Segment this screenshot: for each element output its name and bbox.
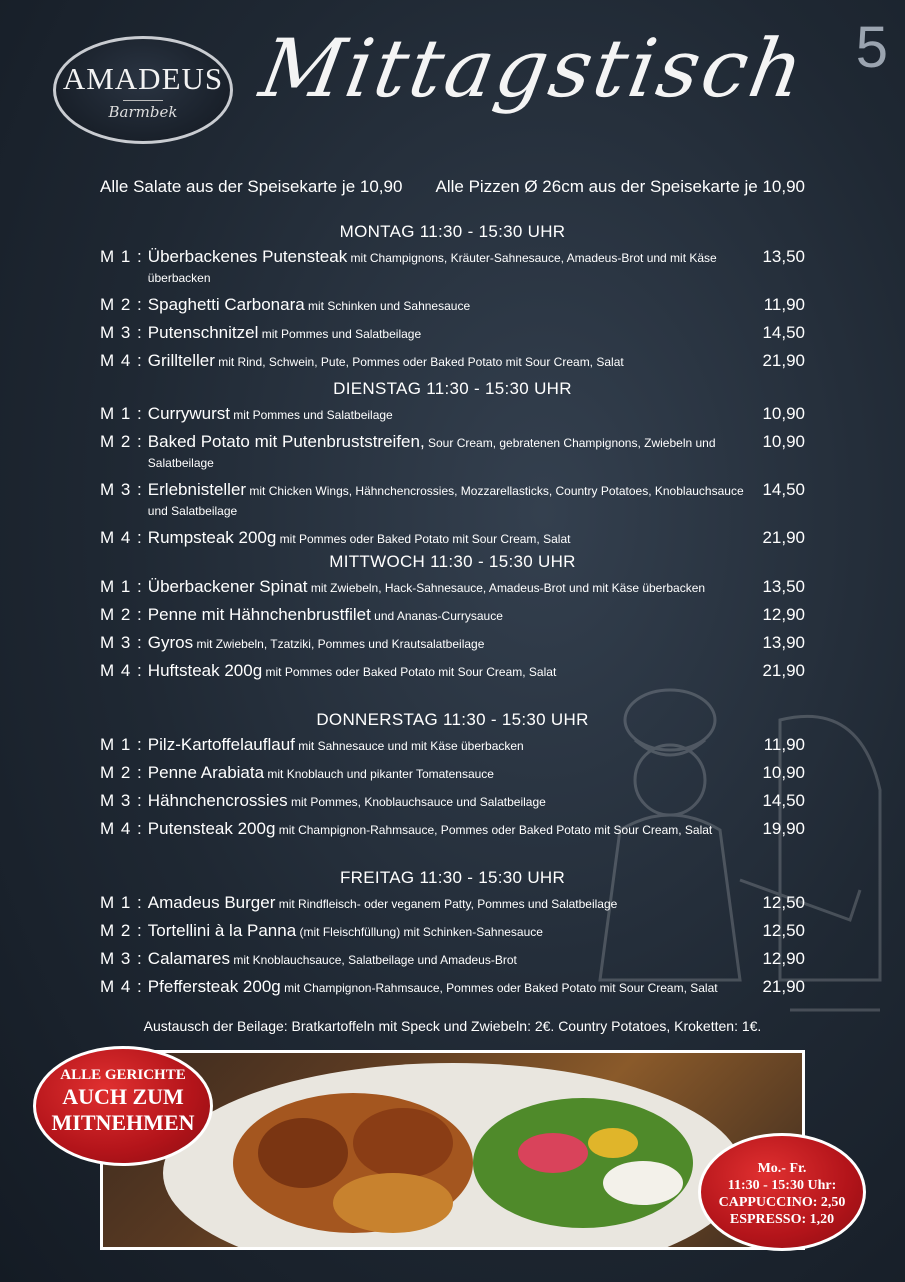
menu-item-code: M 1 : bbox=[100, 893, 143, 912]
menu-item bbox=[100, 661, 805, 682]
menu-item-price: 11,90 bbox=[763, 735, 805, 754]
logo-sub: Barmbek bbox=[108, 103, 178, 121]
menu-item-description: mit Champignons, Kräuter-Sahnesauce, Amadeus-Brot und mit Käse überbacken bbox=[147, 251, 717, 285]
menu-item-description: und Ananas-Currysauce bbox=[370, 609, 503, 623]
menu-item-price: 14,50 bbox=[762, 323, 805, 342]
menu-item-text bbox=[100, 432, 756, 473]
logo-divider bbox=[123, 100, 163, 101]
day-header: MITTWOCH 11:30 - 15:30 UHR bbox=[329, 552, 576, 571]
page-number: 5 bbox=[855, 15, 888, 80]
menu-item-price: 13,50 bbox=[762, 577, 805, 596]
cappuccino-price: CAPPUCCINO: 2,50 bbox=[718, 1195, 846, 1210]
day-header: DIENSTAG 11:30 - 15:30 UHR bbox=[333, 379, 572, 398]
menu-item-text bbox=[100, 735, 524, 756]
takeaway-line-1: ALLE GERICHTE bbox=[60, 1067, 186, 1083]
menu-item bbox=[100, 351, 805, 372]
menu-item-price: 10,90 bbox=[762, 432, 805, 451]
menu-item-dish: Baked Potato mit Putenbruststreifen, bbox=[147, 432, 425, 451]
menu-item-description: mit Zwiebeln, Tzatziki, Pommes und Krautsalatbeilage bbox=[193, 637, 485, 651]
menu-item-text bbox=[100, 323, 421, 344]
menu-item-dish: Amadeus Burger bbox=[147, 893, 276, 912]
intro-pizzas: Alle Pizzen Ø 26cm aus der Speisekarte je 10,90 bbox=[435, 177, 805, 196]
menu-item-description: mit Pommes und Salatbeilage bbox=[258, 327, 422, 341]
menu-item-description: mit Champignon-Rahmsauce, Pommes oder Baked Potato mit Sour Cream, Salat bbox=[280, 981, 718, 995]
menu-item bbox=[100, 528, 805, 549]
page-title: Mittagstisch bbox=[253, 22, 814, 115]
menu-item-dish: Putensteak 200g bbox=[147, 819, 276, 838]
menu-item-dish: Tortellini à la Panna bbox=[147, 921, 297, 940]
coffee-time: 11:30 - 15:30 Uhr: bbox=[727, 1178, 837, 1193]
menu-item-text bbox=[100, 819, 712, 840]
menu-item-dish: Gyros bbox=[147, 633, 194, 652]
intro-line bbox=[100, 177, 805, 197]
menu-item bbox=[100, 893, 805, 914]
takeaway-line-3: MITNEHMEN bbox=[51, 1110, 195, 1135]
menu-item-dish: Huftsteak 200g bbox=[147, 661, 263, 680]
menu-item-description-wrap bbox=[148, 921, 543, 942]
menu-item-description-wrap bbox=[148, 295, 470, 316]
menu-item-price: 21,90 bbox=[762, 351, 805, 370]
menu-item bbox=[100, 977, 805, 998]
menu-item-description-wrap bbox=[148, 528, 571, 549]
menu-item-dish: Calamares bbox=[147, 949, 230, 968]
menu-item-description-wrap bbox=[148, 763, 494, 784]
menu-item-description-wrap bbox=[148, 661, 556, 682]
menu-item-price: 14,50 bbox=[762, 480, 805, 499]
menu-item bbox=[100, 577, 805, 598]
menu-item bbox=[100, 791, 805, 812]
menu-item-dish: Erlebnisteller bbox=[147, 480, 247, 499]
menu-item-code: M 4 : bbox=[100, 977, 143, 996]
menu-item-text bbox=[100, 480, 756, 521]
menu-item-text bbox=[100, 633, 484, 654]
menu-item-code: M 3 : bbox=[100, 949, 143, 968]
menu-item bbox=[100, 432, 805, 473]
day-header: DONNERSTAG 11:30 - 15:30 UHR bbox=[316, 710, 589, 729]
menu-item-description: mit Rindfleisch- oder veganem Patty, Pommes und Salatbeilage bbox=[275, 897, 618, 911]
menu-item-dish: Spaghetti Carbonara bbox=[147, 295, 305, 314]
takeaway-badge bbox=[33, 1046, 213, 1166]
menu-item-description: mit Pommes oder Baked Potato mit Sour Cream, Salat bbox=[262, 665, 557, 679]
menu-item bbox=[100, 247, 805, 288]
menu-item-price: 11,90 bbox=[763, 295, 805, 314]
menu-item-description: mit Champignon-Rahmsauce, Pommes oder Baked Potato mit Sour Cream, Salat bbox=[275, 823, 713, 837]
menu-item-code: M 3 : bbox=[100, 633, 143, 652]
menu-item-text bbox=[100, 605, 503, 626]
menu-item-text bbox=[100, 404, 393, 425]
menu-item-description-wrap bbox=[148, 819, 712, 840]
menu-item-code: M 4 : bbox=[100, 661, 143, 680]
menu-item-text bbox=[100, 763, 494, 784]
menu-item-description: mit Rind, Schwein, Pute, Pommes oder Baked Potato mit Sour Cream, Salat bbox=[214, 355, 624, 369]
day-section bbox=[100, 710, 805, 847]
menu-item-description-wrap bbox=[148, 893, 618, 914]
menu-item-code: M 1 : bbox=[100, 577, 143, 596]
coffee-days: Mo.- Fr. bbox=[757, 1161, 807, 1176]
menu-item-price: 12,50 bbox=[762, 921, 805, 940]
menu-item-description-wrap bbox=[148, 351, 624, 372]
menu-item-dish: Grillteller bbox=[147, 351, 215, 370]
menu-item-code: M 3 : bbox=[100, 791, 143, 810]
day-section bbox=[100, 868, 805, 1005]
menu-item-dish: Pilz-Kartoffelauflauf bbox=[147, 735, 295, 754]
menu-item-dish: Hähnchencrossies bbox=[147, 791, 288, 810]
menu-item-text bbox=[100, 661, 556, 682]
menu-item-description: mit Pommes und Salatbeilage bbox=[229, 408, 393, 422]
menu-item-price: 14,50 bbox=[762, 791, 805, 810]
day-section bbox=[100, 552, 805, 689]
menu-item-code: M 3 : bbox=[100, 323, 143, 342]
menu-item-price: 13,50 bbox=[762, 247, 805, 266]
menu-item bbox=[100, 605, 805, 626]
menu-item-description-wrap bbox=[148, 633, 485, 654]
menu-item-description: (mit Fleischfüllung) mit Schinken-Sahnesauce bbox=[296, 925, 543, 939]
menu-item-description-wrap bbox=[148, 323, 421, 344]
menu-item-text bbox=[100, 893, 617, 914]
menu-item-text bbox=[100, 528, 570, 549]
menu-item-description-wrap bbox=[148, 977, 718, 998]
menu-item-code: M 2 : bbox=[100, 432, 143, 451]
menu-item-price: 19,90 bbox=[762, 819, 805, 838]
menu-item-text bbox=[100, 295, 470, 316]
menu-item bbox=[100, 949, 805, 970]
coffee-badge bbox=[698, 1133, 866, 1251]
espresso-price: ESPRESSO: 1,20 bbox=[729, 1212, 835, 1227]
menu-item-description-wrap bbox=[148, 577, 705, 598]
menu-item bbox=[100, 735, 805, 756]
menu-item bbox=[100, 633, 805, 654]
menu-item-price: 10,90 bbox=[762, 763, 805, 782]
menu-item bbox=[100, 819, 805, 840]
day-header: MONTAG 11:30 - 15:30 UHR bbox=[339, 222, 566, 241]
menu-item-text bbox=[100, 921, 543, 942]
menu-item bbox=[100, 763, 805, 784]
menu-item-description: mit Sahnesauce und mit Käse überbacken bbox=[294, 739, 524, 753]
menu-item-price: 12,90 bbox=[762, 949, 805, 968]
menu-item-text bbox=[100, 577, 705, 598]
menu-item-text bbox=[100, 351, 624, 372]
menu-item-description: mit Pommes oder Baked Potato mit Sour Cream, Salat bbox=[276, 532, 571, 546]
menu-item-code: M 4 : bbox=[100, 528, 143, 547]
logo-name: AMADEUS bbox=[62, 61, 224, 96]
menu-item-price: 12,50 bbox=[762, 893, 805, 912]
menu-item-description-wrap bbox=[148, 949, 517, 970]
menu-item bbox=[100, 323, 805, 344]
menu-item bbox=[100, 480, 805, 521]
menu-item-dish: Pfeffersteak 200g bbox=[147, 977, 281, 996]
menu-item-description: mit Zwiebeln, Hack-Sahnesauce, Amadeus-Brot und mit Käse überbacken bbox=[307, 581, 706, 595]
menu-item-text bbox=[100, 791, 546, 812]
menu-item-description-wrap bbox=[148, 480, 757, 521]
takeaway-line-2: AUCH ZUM bbox=[62, 1084, 184, 1109]
menu-item-code: M 1 : bbox=[100, 404, 143, 423]
menu-item-description: mit Chicken Wings, Hähnchencrossies, Mozzarellasticks, Country Potatoes, Knoblauchsauce und Salatbeilage bbox=[147, 484, 744, 518]
menu-item-code: M 3 : bbox=[100, 480, 143, 499]
menu-item-code: M 1 : bbox=[100, 735, 143, 754]
menu-item bbox=[100, 921, 805, 942]
menu-item-code: M 2 : bbox=[100, 763, 143, 782]
menu-item-description: mit Schinken und Sahnesauce bbox=[304, 299, 471, 313]
menu-item-code: M 2 : bbox=[100, 605, 143, 624]
menu-item-code: M 1 : bbox=[100, 247, 143, 266]
menu-item-description-wrap bbox=[148, 432, 757, 473]
menu-item-price: 12,90 bbox=[762, 605, 805, 624]
day-header: FREITAG 11:30 - 15:30 UHR bbox=[339, 868, 566, 887]
menu-item-price: 21,90 bbox=[762, 528, 805, 547]
side-dish-note: Austausch der Beilage: Bratkartoffeln mit Speck und Zwiebeln: 2€. Country Potatoes, Kroketten: 1€. bbox=[143, 1018, 762, 1034]
menu-item-code: M 4 : bbox=[100, 351, 143, 370]
day-section bbox=[100, 222, 805, 379]
menu-item-text bbox=[100, 247, 756, 288]
menu-item bbox=[100, 404, 805, 425]
intro-salads: Alle Salate aus der Speisekarte je 10,90 bbox=[100, 177, 403, 196]
menu-item-description-wrap bbox=[148, 247, 757, 288]
menu-item bbox=[100, 295, 805, 316]
menu-item-text bbox=[100, 977, 718, 998]
menu-item-dish: Putenschnitzel bbox=[147, 323, 259, 342]
menu-item-dish: Penne Arabiata bbox=[147, 763, 265, 782]
menu-item-description: mit Pommes, Knoblauchsauce und Salatbeilage bbox=[287, 795, 546, 809]
menu-item-description-wrap bbox=[148, 791, 546, 812]
menu-item-price: 10,90 bbox=[762, 404, 805, 423]
menu-item-dish: Currywurst bbox=[147, 404, 230, 423]
day-section bbox=[100, 379, 805, 556]
amadeus-logo bbox=[53, 36, 233, 144]
menu-item-description-wrap bbox=[148, 735, 524, 756]
menu-item-code: M 2 : bbox=[100, 921, 143, 940]
menu-item-description: mit Knoblauch und pikanter Tomatensauce bbox=[264, 767, 494, 781]
menu-item-description-wrap bbox=[148, 404, 393, 425]
menu-item-code: M 4 : bbox=[100, 819, 143, 838]
menu-item-dish: Überbackener Spinat bbox=[147, 577, 308, 596]
menu-item-description-wrap bbox=[148, 605, 503, 626]
menu-item-price: 21,90 bbox=[762, 661, 805, 680]
menu-item-text bbox=[100, 949, 517, 970]
menu-item-code: M 2 : bbox=[100, 295, 143, 314]
menu-item-dish: Penne mit Hähnchenbrustfilet bbox=[147, 605, 371, 624]
menu-item-description: Sour Cream, gebratenen Champignons, Zwiebeln und Salatbeilage bbox=[147, 436, 716, 470]
menu-item-price: 21,90 bbox=[762, 977, 805, 996]
menu-item-price: 13,90 bbox=[762, 633, 805, 652]
menu-item-dish: Überbackenes Putensteak bbox=[147, 247, 348, 266]
menu-item-dish: Rumpsteak 200g bbox=[147, 528, 277, 547]
menu-item-description: mit Knoblauchsauce, Salatbeilage und Amadeus-Brot bbox=[230, 953, 517, 967]
